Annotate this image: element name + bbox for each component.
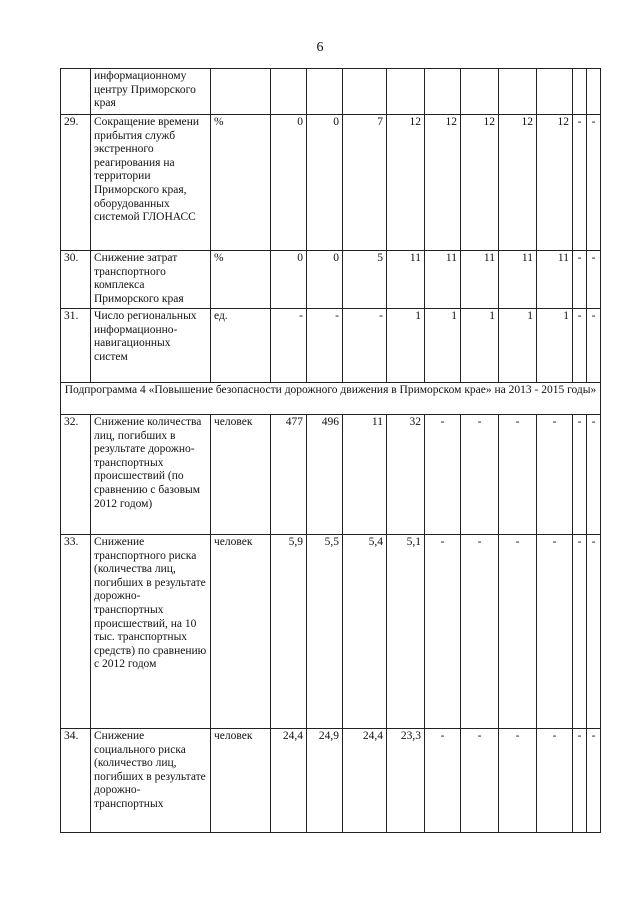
value-cell: 32 — [387, 415, 425, 535]
value-cell: - — [425, 729, 461, 833]
row-number: 32. — [61, 415, 91, 535]
value-cell — [537, 69, 573, 115]
value-cell: 496 — [307, 415, 343, 535]
row-number: 29. — [61, 115, 91, 251]
value-cell: 1 — [461, 309, 499, 383]
value-cell — [573, 69, 587, 115]
indicator-name: Снижение транспортного риска (количества лиц, погибших в результате дорожно-транспортных происшествий, на 10 тыс. транспортных средств) по сравнению с 2012 годом — [91, 535, 211, 729]
value-cell: 11 — [499, 251, 537, 309]
value-cell: 24,4 — [271, 729, 307, 833]
row-number: 33. — [61, 535, 91, 729]
value-cell: 5,4 — [343, 535, 387, 729]
table-row — [61, 415, 601, 535]
value-cell: - — [573, 251, 587, 309]
value-cell — [499, 69, 537, 115]
value-cell: 12 — [461, 115, 499, 251]
value-cell: 1 — [425, 309, 461, 383]
value-cell: - — [587, 535, 601, 729]
value-cell: - — [587, 729, 601, 833]
section-row — [61, 383, 601, 415]
value-cell: 11 — [387, 251, 425, 309]
unit: % — [211, 251, 271, 309]
value-cell — [461, 69, 499, 115]
value-cell: 11 — [425, 251, 461, 309]
value-cell: 5 — [343, 251, 387, 309]
value-cell: - — [587, 115, 601, 251]
unit — [211, 69, 271, 115]
value-cell: - — [573, 115, 587, 251]
value-cell: 12 — [499, 115, 537, 251]
value-cell: 12 — [425, 115, 461, 251]
value-cell — [425, 69, 461, 115]
value-cell: - — [307, 309, 343, 383]
value-cell — [307, 69, 343, 115]
value-cell: - — [537, 729, 573, 833]
row-number — [61, 69, 91, 115]
indicator-name: Число региональных информационно-навигационных систем — [91, 309, 211, 383]
subprogram-heading: Подпрограмма 4 «Повышение безопасности дорожного движения в Приморском крае» на 2013 - 2015 годы» — [61, 383, 601, 415]
value-cell: - — [573, 309, 587, 383]
value-cell: 23,3 — [387, 729, 425, 833]
value-cell: - — [461, 729, 499, 833]
value-cell: 1 — [537, 309, 573, 383]
value-cell: - — [573, 415, 587, 535]
table-row — [61, 69, 601, 115]
value-cell: - — [271, 309, 307, 383]
value-cell: 5,1 — [387, 535, 425, 729]
value-cell: 0 — [307, 251, 343, 309]
value-cell: - — [499, 535, 537, 729]
unit: человек — [211, 729, 271, 833]
table-row — [61, 535, 601, 729]
unit: человек — [211, 535, 271, 729]
value-cell: 5,9 — [271, 535, 307, 729]
value-cell: - — [425, 415, 461, 535]
value-cell: 24,4 — [343, 729, 387, 833]
value-cell — [343, 69, 387, 115]
value-cell: 11 — [343, 415, 387, 535]
page-number: 6 — [316, 40, 324, 55]
row-number: 34. — [61, 729, 91, 833]
indicator-name: Снижение затрат транспортного комплекса Приморского края — [91, 251, 211, 309]
value-cell — [387, 69, 425, 115]
table-row — [61, 251, 601, 309]
value-cell: 12 — [387, 115, 425, 251]
indicator-name: информационному центру Приморского края — [91, 69, 211, 115]
value-cell: - — [499, 415, 537, 535]
unit: человек — [211, 415, 271, 535]
value-cell: 7 — [343, 115, 387, 251]
row-number: 31. — [61, 309, 91, 383]
unit: ед. — [211, 309, 271, 383]
value-cell: - — [461, 415, 499, 535]
value-cell: 0 — [271, 115, 307, 251]
value-cell: - — [587, 309, 601, 383]
value-cell — [271, 69, 307, 115]
indicator-name: Сокращение времени прибытия служб экстренного реагирования на территории Приморского края, оборудованных системой ГЛОНАСС — [91, 115, 211, 251]
value-cell: - — [499, 729, 537, 833]
value-cell: - — [573, 535, 587, 729]
unit: % — [211, 115, 271, 251]
value-cell: - — [425, 535, 461, 729]
table-row — [61, 729, 601, 833]
value-cell: 5,5 — [307, 535, 343, 729]
table-row — [61, 309, 601, 383]
value-cell: 0 — [271, 251, 307, 309]
value-cell — [587, 69, 601, 115]
indicators-table — [60, 68, 601, 833]
value-cell: 1 — [387, 309, 425, 383]
value-cell: 477 — [271, 415, 307, 535]
table-row — [61, 115, 601, 251]
value-cell: - — [573, 729, 587, 833]
value-cell: - — [461, 535, 499, 729]
indicator-name: Снижение количества лиц, погибших в результате дорожно-транспортных происшествий (по сравнению с базовым 2012 годом) — [91, 415, 211, 535]
value-cell: 1 — [499, 309, 537, 383]
value-cell: - — [537, 415, 573, 535]
row-number: 30. — [61, 251, 91, 309]
value-cell: 24,9 — [307, 729, 343, 833]
indicator-name: Снижение социального риска (количество лиц, погибших в результате дорожно-транспортных — [91, 729, 211, 833]
value-cell: - — [587, 251, 601, 309]
value-cell: 11 — [461, 251, 499, 309]
value-cell: - — [343, 309, 387, 383]
value-cell: 0 — [307, 115, 343, 251]
value-cell: 11 — [537, 251, 573, 309]
value-cell: 12 — [537, 115, 573, 251]
value-cell: - — [587, 415, 601, 535]
value-cell: - — [537, 535, 573, 729]
